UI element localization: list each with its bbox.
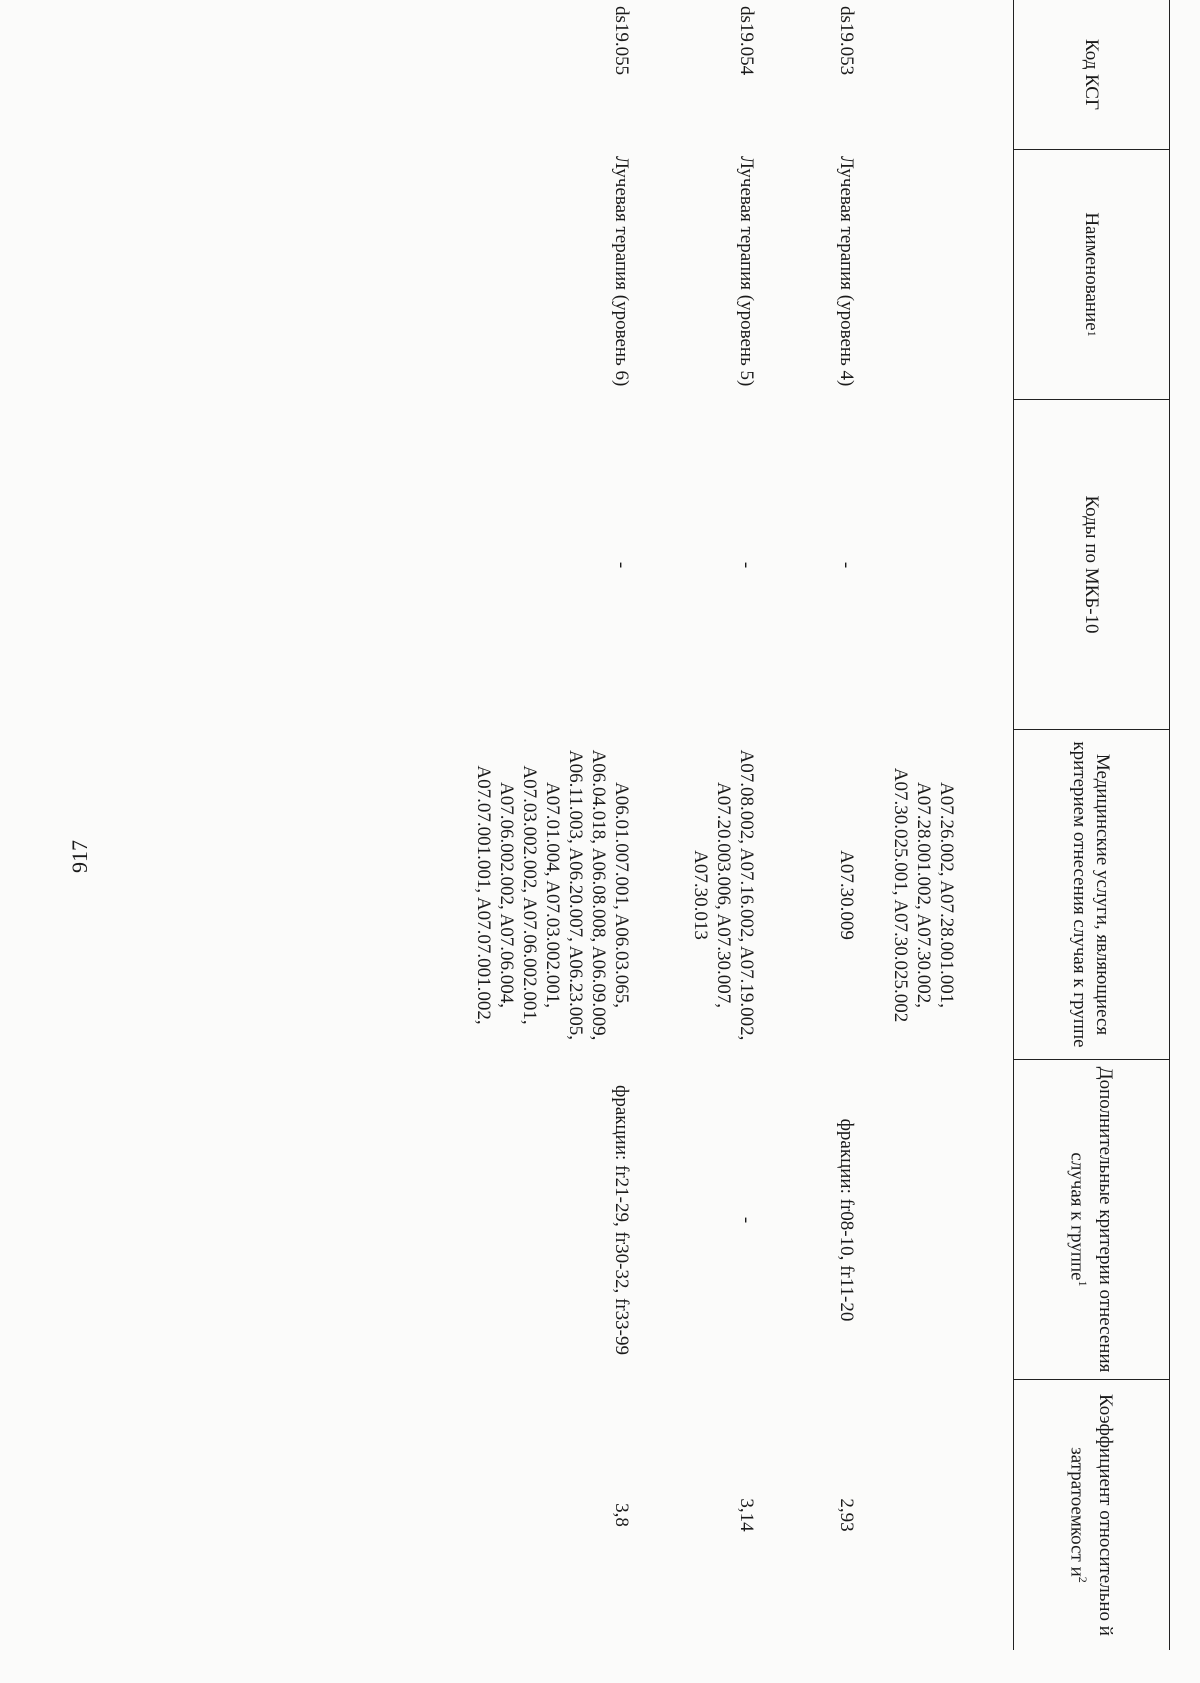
cell-criteria: фракции: fr08-10, fr11-20 [836, 1118, 857, 1322]
cell-code [858, 0, 958, 150]
header-services: Медицинские услуги, являющиеся критерием отнесения случая к группе [1014, 730, 1169, 1060]
table-row [858, 0, 958, 1650]
cell-name: Лучевая терапия (уровень 4) [836, 156, 857, 387]
table-row [393, 0, 633, 1650]
cell-coefficient: 3,8 [611, 1503, 632, 1527]
cell-services: A07.08.002, A07.16.002, A07.19.002, A07.20.003.006, A07.30.007, A07.30.013 [690, 749, 757, 1041]
cell-services: A07.26.002, A07.28.001.001, A07.28.001.002, A07.30.002, A07.30.025.001, A07.30.025.002 [890, 767, 957, 1023]
table-header [1013, 0, 1169, 1650]
cell-criteria [858, 1060, 958, 1380]
cell-services: A07.30.009 [836, 850, 857, 940]
cell-code: ds19.055 [611, 6, 632, 76]
cell-coefficient [858, 1380, 958, 1650]
header-icd: Коды по МКБ-10 [1014, 400, 1169, 730]
cell-icd: - [836, 561, 857, 569]
cell-icd: - [736, 561, 757, 569]
cell-icd: - [611, 561, 632, 569]
cell-name: Лучевая терапия (уровень 6) [611, 156, 632, 387]
cell-coefficient: 3,14 [736, 1498, 757, 1532]
header-coefficient: Коэффициент относительно й затратоемкост $и^2$ [1066, 1394, 1117, 1636]
header-name: Наименование 1 [1014, 150, 1169, 400]
cell-name: Лучевая терапия (уровень 5) [736, 156, 757, 387]
cell-code: ds19.053 [836, 6, 857, 76]
cell-name [858, 150, 958, 400]
rotated-sheet [170, 0, 1170, 1650]
cell-criteria: фракции: fr21-29, fr30-32, fr33-99 [611, 1085, 632, 1355]
cell-coefficient: 2,93 [836, 1498, 857, 1532]
ksg-table [393, 0, 1170, 1650]
header-code: Код КСГ [1014, 0, 1169, 150]
cell-criteria: - [736, 1216, 757, 1224]
cell-services: A06.01.007.001, A06.03.065, A06.04.018, A06.08.008, A06.09.009, A06.11.003, A06.20.007, A06.23.005, A07.01.004, A07.03.002.001, A07.03.002.002, A07.06.002.001, A07.06.002.002, A07.06.004, A07.07.001.001, A07.07.001.002, [473, 749, 632, 1041]
page-number: 917 [67, 839, 92, 873]
cell-icd [858, 400, 958, 730]
table-row [758, 0, 858, 1650]
cell-code: ds19.054 [736, 6, 757, 76]
table-row [633, 0, 758, 1650]
header-criteria: Дополнительные критерии отнесения случая к группе$^1$ [1014, 1060, 1169, 1380]
